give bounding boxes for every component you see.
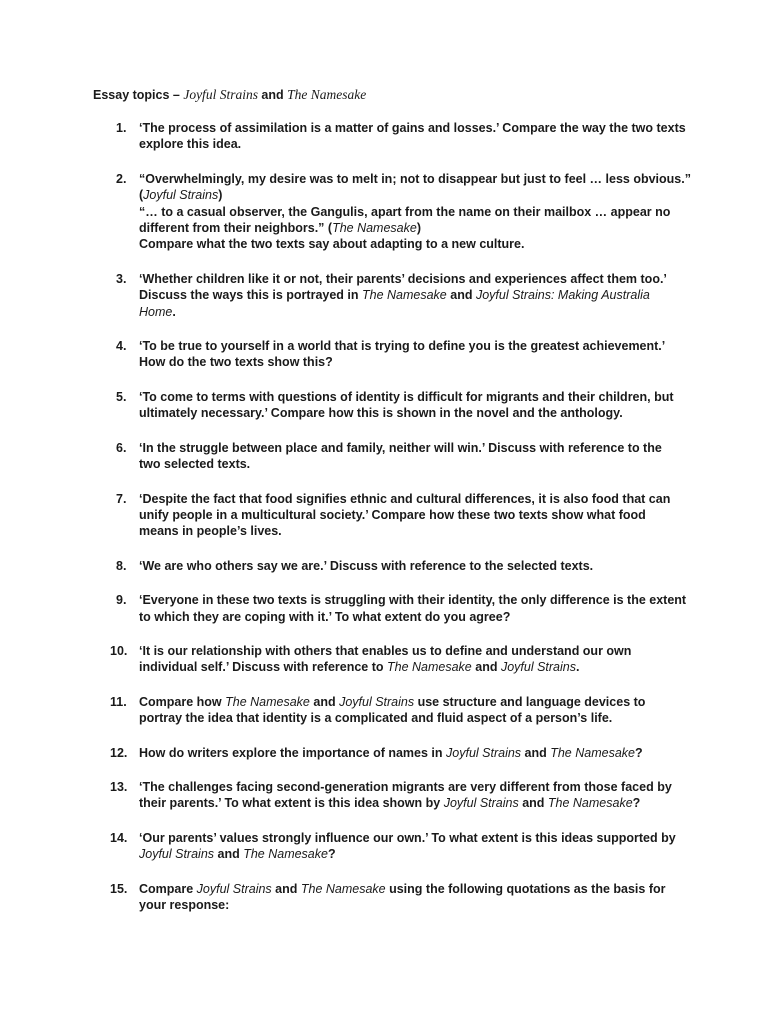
- topic-text-line: [139, 846, 698, 862]
- text-title: The Namesake: [225, 694, 310, 709]
- text-segment: means in people’s lives.: [139, 524, 282, 539]
- text-segment: ‘The process of assimilation is a matter of gains and losses.’ Compare the way the two texts: [139, 121, 686, 135]
- text-title: Home: [139, 304, 173, 319]
- essay-topic-item: [0, 271, 768, 320]
- topic-text-line: [139, 491, 698, 507]
- topic-text-line: [139, 187, 698, 203]
- text-segment: unify people in a multicultural society.’ Compare how these two texts show what food: [139, 507, 646, 522]
- topic-text-line: [139, 236, 698, 252]
- text-segment: different from their neighbors.” (: [139, 221, 333, 236]
- text-segment: two selected texts.: [139, 457, 251, 472]
- text-title: The Namesake: [332, 221, 417, 236]
- text-segment: to which they are coping with it.’ To what extent do you agree?: [139, 609, 511, 624]
- text-segment: ‘Whether children like it or not, their parents’ decisions and experiences affect them too.’: [139, 271, 667, 286]
- topic-text-line: [139, 558, 698, 574]
- text-title: The Namesake: [362, 288, 447, 303]
- essay-topic-item: [0, 389, 768, 422]
- topic-number: 9.: [116, 593, 127, 608]
- text-segment: and: [518, 796, 548, 811]
- topic-text-line: [139, 795, 698, 811]
- topic-text-line: [139, 120, 698, 136]
- text-segment: ‘Everyone in these two texts is struggling with their identity, the only difference is the extent: [139, 593, 687, 608]
- topic-number: 1.: [116, 121, 127, 135]
- topic-text-line: [139, 338, 698, 354]
- topic-text-line: [139, 389, 698, 405]
- essay-topic-item: [0, 491, 768, 540]
- title-prefix: Essay topics –: [93, 88, 184, 102]
- text-title: The Namesake: [387, 660, 472, 675]
- text-segment: explore this idea.: [139, 137, 242, 152]
- text-segment: and: [214, 847, 244, 862]
- text-segment: ‘Our parents’ values strongly influence our own.’ To what extent is this ideas supported by: [139, 830, 676, 845]
- topic-text-line: [139, 710, 698, 726]
- topic-number: 10.: [110, 643, 128, 658]
- text-segment: their parents.’ To what extent is this idea shown by: [139, 796, 444, 811]
- topic-number: 15.: [110, 881, 128, 896]
- text-segment: ‘To be true to yourself in a world that is trying to define you is the greatest achievement.’: [139, 339, 666, 354]
- text-segment: ‘Despite the fact that food signifies ethnic and cultural differences, it is also food that can: [139, 491, 671, 506]
- topic-text-line: [139, 897, 698, 913]
- essay-topic-item: [0, 558, 768, 574]
- topic-text-line: [139, 171, 698, 187]
- text-segment: using the following quotations as the basis for: [385, 881, 666, 896]
- text-title: Joyful Strains: Making Australia: [475, 288, 650, 303]
- topic-number: 11.: [110, 694, 127, 709]
- text-segment: How do writers explore the importance of names in: [139, 745, 447, 760]
- topic-text-line: [139, 779, 698, 795]
- topic-text-line: [139, 440, 698, 456]
- essay-topic-item: [0, 338, 768, 371]
- topic-text-line: [139, 456, 698, 472]
- text-segment: ): [416, 221, 421, 236]
- text-segment: .: [575, 660, 580, 675]
- text-segment: ?: [327, 847, 336, 862]
- topic-number: 14.: [110, 830, 128, 845]
- topic-text-line: [139, 220, 698, 236]
- text-title: Joyful Strains: [443, 796, 519, 811]
- topic-number: 8.: [116, 558, 127, 573]
- essay-topic-item: [0, 881, 768, 914]
- text-title: Joyful Strains: [196, 881, 272, 896]
- topic-text-line: [139, 694, 698, 710]
- topic-text-line: [139, 271, 698, 287]
- essay-topic-item: [0, 440, 768, 473]
- text-segment: and: [271, 881, 301, 896]
- topic-text-line: [139, 304, 698, 320]
- text-segment: portray the idea that identity is a complicated and fluid aspect of a person’s life.: [139, 711, 613, 726]
- text-segment: and: [521, 745, 551, 760]
- text-segment: (: [139, 188, 144, 203]
- text-title: The Namesake: [550, 745, 635, 760]
- text-segment: “… to a casual observer, the Gangulis, apart from the name on their mailbox … appear no: [139, 204, 671, 219]
- text-segment: individual self.’ Discuss with reference to: [139, 660, 387, 675]
- text-segment: Compare how: [139, 694, 226, 709]
- text-title: The Namesake: [547, 796, 633, 811]
- text-segment: ?: [632, 796, 641, 811]
- text-segment: “Overwhelmingly, my desire was to melt in; not to disappear but just to feel … less obvious.”: [139, 171, 691, 186]
- topic-text-line: [139, 881, 698, 897]
- text-segment: Compare what the two texts say about adapting to a new culture.: [139, 237, 525, 252]
- essay-topic-item: [0, 830, 768, 863]
- title-joiner: and: [257, 88, 288, 102]
- topic-text-line: [139, 592, 698, 608]
- topic-text-line: [139, 405, 698, 421]
- topic-text-line: [139, 830, 698, 846]
- text-segment: .: [172, 304, 176, 319]
- essay-topic-item: [0, 745, 768, 761]
- text-segment: ultimately necessary.’ Compare how this is shown in the novel and the anthology.: [139, 406, 623, 421]
- text-segment: ‘In the struggle between place and family, neither will win.’ Discuss with reference to the: [139, 440, 662, 455]
- text-segment: ?: [634, 745, 643, 760]
- text-title: The Namesake: [300, 881, 386, 896]
- topic-text-line: [139, 507, 698, 523]
- topic-number: 2.: [116, 171, 127, 186]
- title-text-1: Joyful Strains: [183, 87, 258, 102]
- topic-text-line: [139, 354, 698, 370]
- essay-topic-item: [0, 643, 768, 676]
- essay-topic-item: [0, 694, 768, 727]
- topic-text-line: [139, 609, 698, 625]
- text-segment: How do the two texts show this?: [139, 355, 333, 370]
- topic-number: 4.: [116, 339, 127, 354]
- text-segment: and: [471, 660, 501, 675]
- topic-number: 6.: [116, 440, 127, 455]
- topic-text-line: [139, 287, 698, 303]
- text-segment: ‘To come to terms with questions of identity is difficult for migrants and their children, but: [139, 389, 674, 404]
- text-segment: and: [446, 288, 476, 303]
- topic-text-line: [139, 523, 698, 539]
- essay-topic-item: [0, 779, 768, 812]
- text-title: Joyful Strains: [139, 847, 215, 862]
- text-segment: ): [218, 188, 223, 203]
- topic-number: 13.: [110, 779, 128, 794]
- topic-number: 5.: [116, 389, 127, 404]
- title-text-2: The Namesake: [287, 87, 367, 102]
- topic-text-line: [139, 659, 698, 675]
- topic-number: 7.: [116, 491, 127, 506]
- text-title: Joyful Strains: [500, 660, 576, 675]
- topic-number: 12.: [110, 745, 128, 760]
- text-segment: and: [309, 694, 340, 709]
- text-segment: Discuss the ways this is portrayed in: [139, 288, 362, 303]
- text-title: The Namesake: [243, 847, 328, 862]
- text-segment: your response:: [139, 898, 230, 912]
- text-segment: use structure and language devices to: [414, 694, 646, 709]
- essay-topic-item: [0, 120, 768, 153]
- text-title: Joyful Strains: [339, 694, 415, 709]
- essay-topic-list: [0, 120, 768, 931]
- page-title: [93, 87, 366, 103]
- text-segment: ‘The challenges facing second-generation migrants are very different from those faced by: [139, 779, 672, 794]
- topic-text-line: [139, 745, 698, 761]
- text-segment: ‘It is our relationship with others that enables us to define and understand our own: [139, 643, 632, 658]
- topic-number: 3.: [116, 271, 127, 286]
- text-title: Joyful Strains: [446, 745, 522, 760]
- text-segment: ‘We are who others say we are.’ Discuss with reference to the selected texts.: [139, 558, 594, 573]
- text-title: Joyful Strains: [143, 188, 219, 203]
- topic-text-line: [139, 643, 698, 659]
- topic-text-line: [139, 204, 698, 220]
- essay-topic-item: [0, 592, 768, 625]
- text-segment: Compare: [139, 881, 197, 896]
- essay-topic-item: [0, 171, 768, 253]
- topic-text-line: [139, 136, 698, 152]
